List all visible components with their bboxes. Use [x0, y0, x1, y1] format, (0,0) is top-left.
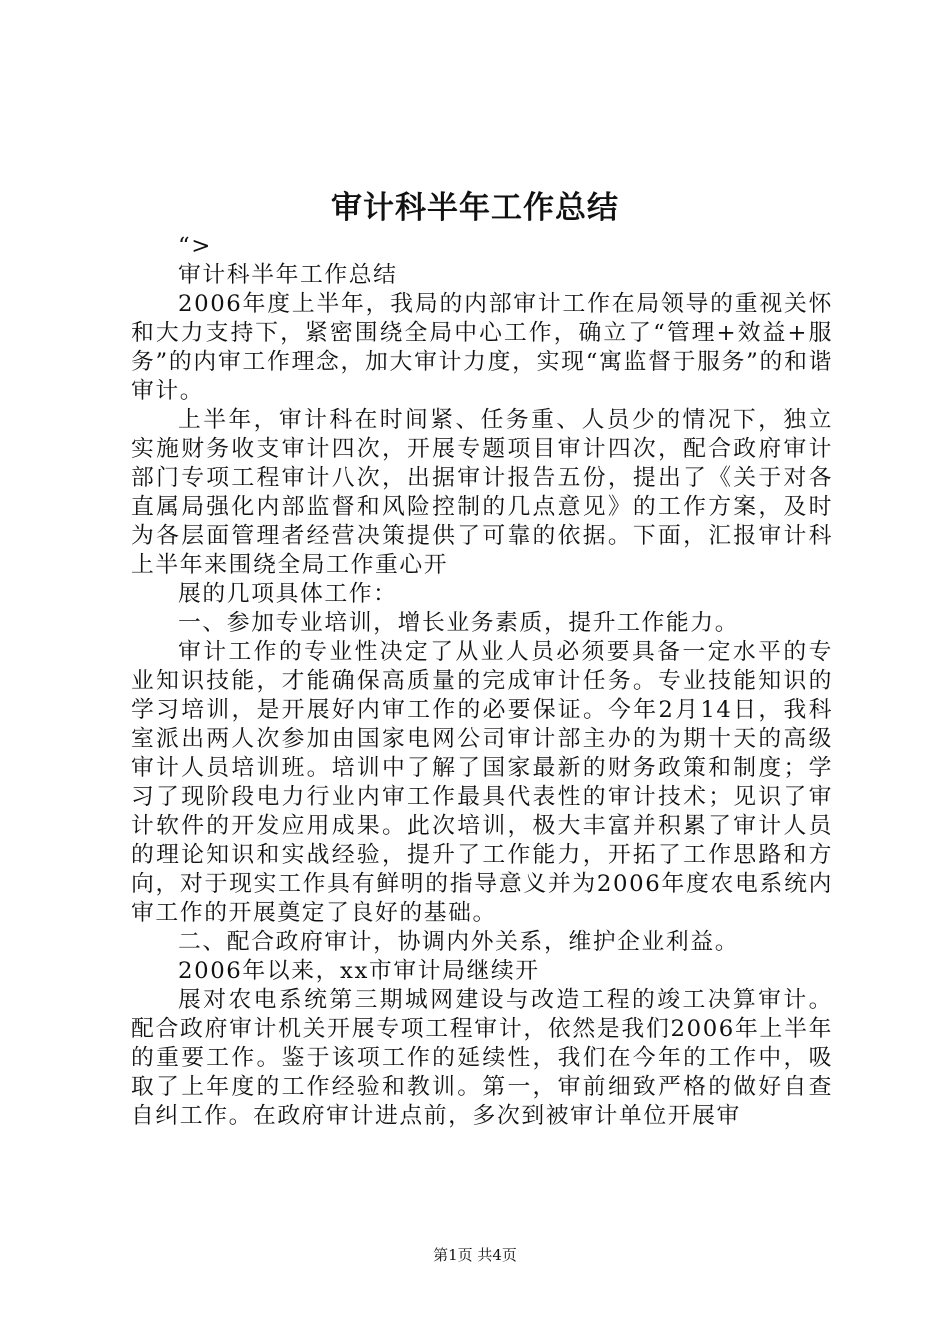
- paragraph-overview: 上半年，审计科在时间紧、任务重、人员少的情况下，独立实施财务收支审计四次，开展专题项目审计四次，配合政府审计部门专项工程审计八次，出据审计报告五份，提出了《关于对各直属局强化内部监督和风险控制的几点意见》的工作方案，及时为各层面管理者经营决策提供了可靠的依据。下面，汇报审计科上半年来围绕全局工作重心开: [131, 407, 833, 578]
- paragraph-government-audit-start: 2006年以来，xx市审计局继续开: [178, 958, 540, 984]
- paragraph-government-audit: 展对农电系统第三期城网建设与改造工程的竣工决算审计。配合政府审计机关开展专项工程审计，依然是我们2006年上半年的重要工作。鉴于该项工作的延续性，我们在今年的工作中，吸取了上年度的工作经验和教训。第一，审前细致严格的做好自查自纠工作。在政府审计进点前，多次到被审计单位开展审: [131, 987, 833, 1129]
- page-number-footer: 第1页 共4页: [433, 1246, 517, 1264]
- paragraph-quote-mark: “>: [178, 233, 212, 259]
- paragraph-intro: 2006年度上半年，我局的内部审计工作在局领导的重视关怀和大力支持下，紧密围绕全局中心工作，确立了“管理+效益+服务”的内审工作理念，加大审计力度，实现“寓监督于服务”的和谐审计。: [131, 291, 833, 404]
- document-title: 审计科半年工作总结: [331, 190, 619, 226]
- section-heading-government-audit: 二、配合政府审计，协调内外关系，维护企业利益。: [178, 929, 740, 955]
- paragraph-subtitle: 审计科半年工作总结: [178, 262, 398, 288]
- paragraph-training: 审计工作的专业性决定了从业人员必须要具备一定水平的专业知识技能，才能确保高质量的完成审计任务。专业技能知识的学习培训，是开展好内审工作的必要保证。今年2月14日，我科室派出两人次参加由国家电网公司审计部主办的为期十天的高级审计人员培训班。培训中了解了国家最新的财务政策和制度；学习了现阶段电力行业内审工作最具代表性的审计技术；见识了审计软件的开发应用成果。此次培训，极大丰富并积累了审计人员的理论知识和实战经验，提升了工作能力，开拓了工作思路和方向，对于现实工作具有鲜明的指导意义并为2006年度农电系统内审工作的开展奠定了良好的基础。: [131, 639, 833, 926]
- paragraph-overview-continued: 展的几项具体工作：: [178, 581, 398, 607]
- section-heading-training: 一、参加专业培训，增长业务素质，提升工作能力。: [178, 610, 740, 636]
- document-body: [131, 232, 833, 1131]
